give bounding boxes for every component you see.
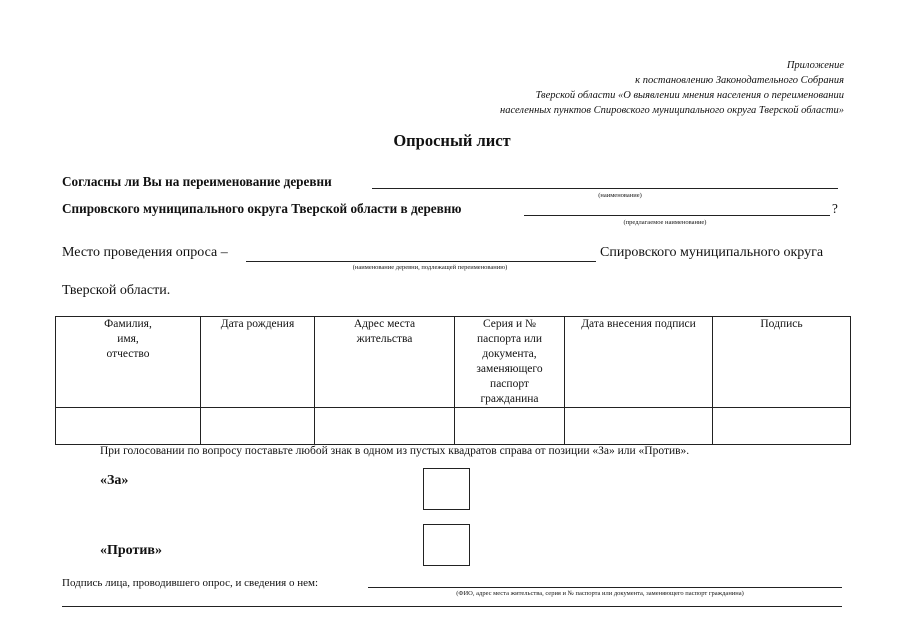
signature-table <box>55 316 851 445</box>
survey-village-field[interactable] <box>246 261 596 262</box>
proposed-name-field[interactable] <box>524 215 830 216</box>
appendix-line-4: населенных пунктов Спировского муниципального округа Тверской области» <box>500 105 844 116</box>
surveyor-info-field-2[interactable] <box>62 606 842 607</box>
header-birth-date: Дата рождения <box>201 317 315 408</box>
question-line-1: Согласны ли Вы на переименование деревни <box>62 174 332 189</box>
header-passport: Серия и № паспорта или документа, заменяющего паспорт гражданина <box>455 317 565 408</box>
header-full-name: Фамилия, имя, отчество <box>56 317 201 408</box>
page-title: Опросный лист <box>393 131 511 150</box>
header-address: Адрес места жительства <box>315 317 455 408</box>
cell-passport[interactable] <box>455 408 565 445</box>
cell-signature-date[interactable] <box>565 408 713 445</box>
village-name-field[interactable] <box>372 188 838 189</box>
question-mark: ? <box>832 201 838 216</box>
cell-full-name[interactable] <box>56 408 201 445</box>
header-signature-date: Дата внесения подписи <box>565 317 713 408</box>
cell-address[interactable] <box>315 408 455 445</box>
surveyor-signature-label: Подпись лица, проводившего опрос, и сведения о нем: <box>62 577 319 589</box>
village-name-hint: (наименование) <box>598 192 642 199</box>
location-prefix: Место проведения опроса – <box>62 245 228 260</box>
vote-against-label: «Против» <box>100 543 162 558</box>
appendix-note <box>284 58 844 118</box>
question-line-2: Спировского муниципального округа Тверской области в деревню <box>62 201 462 216</box>
survey-village-hint: (наименование деревни, подлежащей переименованию) <box>352 264 508 271</box>
vote-for-label: «За» <box>100 473 129 488</box>
location-suffix: Спировского муниципального округа <box>600 245 824 260</box>
location-line-2: Тверской области. <box>62 283 171 298</box>
surveyor-info-hint: (ФИО, адрес места жительства, серия и № паспорта или документа, заменяющего паспорт гражданина) <box>456 590 744 597</box>
vote-against-checkbox[interactable] <box>423 524 470 566</box>
table-row <box>56 408 851 445</box>
appendix-line-2: к постановлению Законодательного Собрания <box>635 75 844 86</box>
appendix-line-1: Приложение <box>786 60 844 71</box>
appendix-line-3: Тверской области «О выявлении мнения населения о переименовании <box>535 90 844 101</box>
table-header-row <box>56 317 851 408</box>
cell-signature[interactable] <box>713 408 851 445</box>
proposed-name-hint: (предлагаемое наименование) <box>623 219 707 226</box>
cell-birth-date[interactable] <box>201 408 315 445</box>
voting-instruction: При голосовании по вопросу поставьте любой знак в одном из пустых квадратов справа от позиции «За» или «Против». <box>100 445 690 457</box>
vote-for-checkbox[interactable] <box>423 468 470 510</box>
header-signature: Подпись <box>713 317 851 408</box>
surveyor-info-field[interactable] <box>368 587 842 588</box>
